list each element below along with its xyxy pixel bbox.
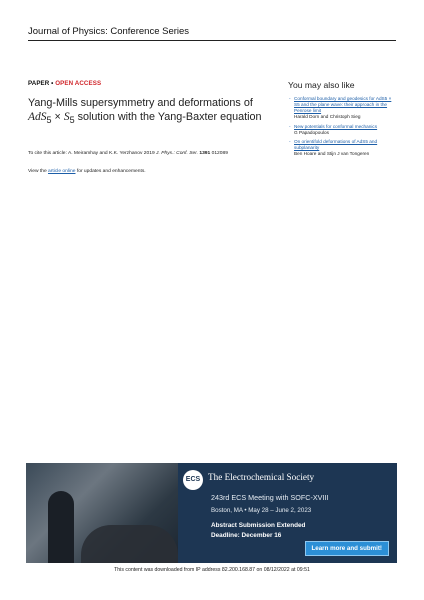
related-authors: Ben Hoare and Stijn J van Tongeren — [294, 151, 370, 156]
cite-number: 012089 — [210, 151, 228, 156]
article-title — [28, 96, 283, 127]
cite-volume: 1391 — [198, 151, 211, 156]
article-online-link[interactable]: article online — [48, 169, 76, 174]
download-footer: This content was downloaded from IP address 82.200.168.87 on 08/12/2022 at 09:51 — [114, 567, 310, 573]
related-link[interactable]: New potentials for conformal mechanics — [294, 124, 378, 129]
related-link[interactable]: Conformal boundary and geodesics for AdS5 × S5 and the plane wave: their approach in the Penrose limit — [294, 96, 392, 113]
open-access-badge: OPEN ACCESS — [55, 80, 102, 87]
paper-type-tag — [28, 80, 101, 87]
deadline-text: Deadline: December 16 — [211, 532, 282, 539]
title-times: × — [51, 111, 64, 123]
title-line-1: Yang-Mills supersymmetry and deformations of — [28, 97, 253, 109]
bullet-icon: - — [289, 139, 291, 144]
cite-journal: J. Phys.: Conf. Ser. — [156, 151, 198, 156]
view-prefix: View the — [28, 169, 49, 174]
audience-silhouette — [81, 525, 178, 563]
related-item — [289, 124, 398, 136]
view-online-line — [28, 169, 146, 174]
learn-more-button[interactable]: Learn more and submit! — [305, 541, 389, 556]
bullet-icon: - — [289, 96, 291, 101]
related-heading: You may also like — [288, 80, 355, 90]
title-sub-s: 5 — [69, 115, 75, 126]
title-math-ads: AdS — [28, 111, 47, 123]
title-line-2: solution with the Yang-Baxter equation — [74, 111, 262, 123]
related-link[interactable]: On orientifold deformations of AdS5 and subplanarity — [294, 139, 378, 150]
meeting-name: 243rd ECS Meeting with SOFC-XVIII — [211, 493, 329, 502]
meeting-location: Boston, MA • May 28 – June 2, 2023 — [211, 507, 312, 514]
ecs-org-name: The Electrochemical Society — [208, 472, 315, 482]
speaker-silhouette — [48, 491, 74, 563]
conference-photo — [26, 463, 178, 563]
paper-label: PAPER — [28, 80, 50, 87]
cite-prefix: To cite this article: A. Meiramhay and K.K. Yerzhanov 2019 — [28, 151, 157, 156]
title-math-s: S — [63, 111, 70, 123]
related-item — [289, 96, 398, 120]
related-authors: Harald Dorn and Christoph Sieg — [294, 114, 361, 119]
related-authors: G Papadopoulos — [294, 130, 329, 135]
bullet-icon: - — [289, 124, 291, 129]
related-item — [289, 139, 398, 157]
citation — [28, 150, 278, 157]
title-sub-ads: 5 — [46, 115, 52, 126]
ecs-advertisement-banner[interactable] — [26, 463, 397, 563]
abstract-extended: Abstract Submission Extended — [211, 522, 306, 529]
journal-name: Journal of Physics: Conference Series — [28, 26, 190, 37]
view-suffix: for updates and enhancements. — [75, 169, 146, 174]
tag-separator: • — [49, 80, 56, 87]
ecs-logo-icon: ECS — [183, 470, 203, 490]
header-rule — [28, 40, 396, 41]
